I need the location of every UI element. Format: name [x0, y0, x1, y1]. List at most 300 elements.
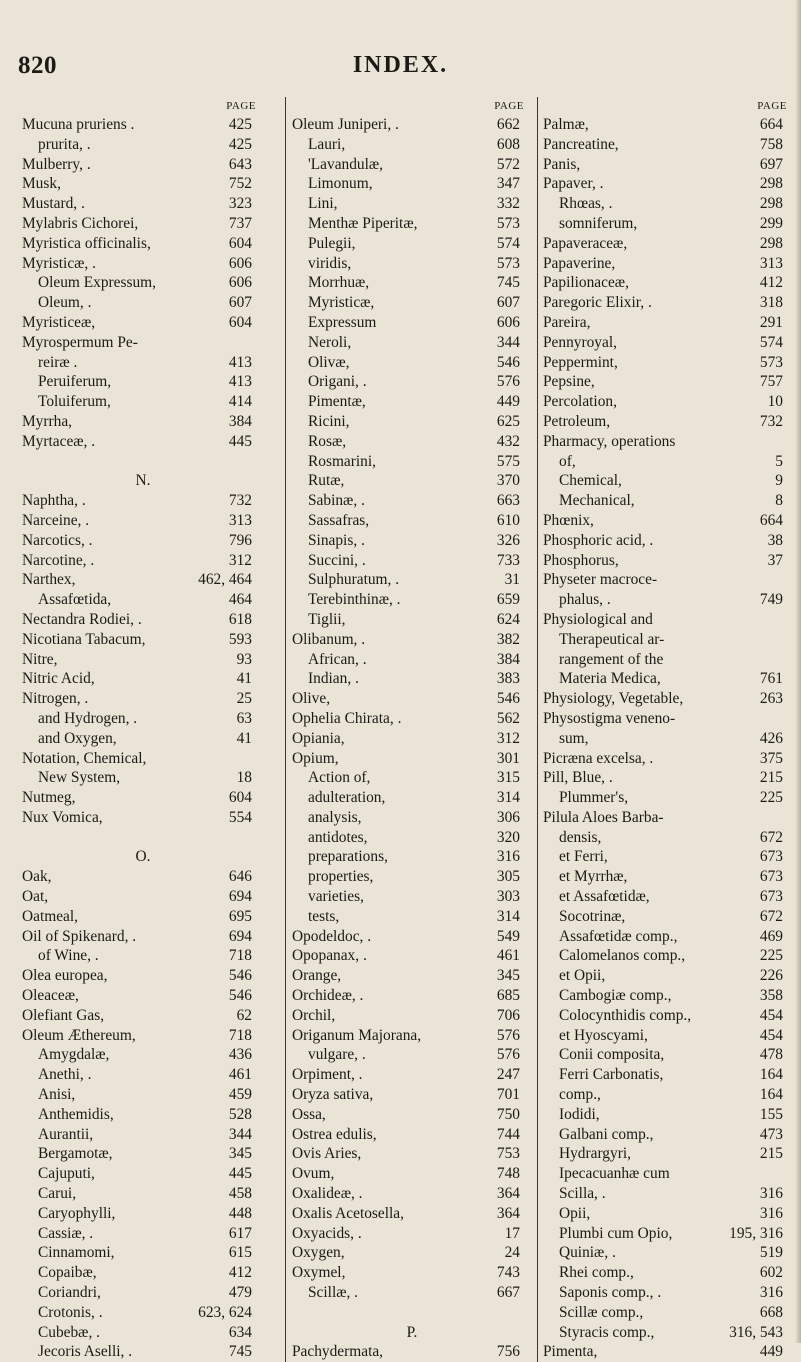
index-entry: [543, 729, 795, 749]
index-entry: [543, 1125, 795, 1145]
index-entry: [292, 808, 532, 828]
entry-page-number: 464: [228, 591, 252, 609]
index-column-1: [22, 97, 264, 1362]
index-entry: [22, 986, 264, 1006]
entry-page-number: 519: [759, 1244, 783, 1262]
entry-page-number: 617: [228, 1224, 252, 1242]
entry-page-number: 643: [228, 155, 252, 173]
entry-term: Nitrogen, .: [22, 690, 89, 708]
entry-page-number: 478: [759, 1046, 783, 1064]
index-entry: [22, 768, 264, 788]
entry-page-number: 664: [759, 116, 783, 133]
entry-page-number: 694: [228, 927, 252, 945]
entry-page-number: 320: [496, 828, 520, 846]
index-entry: [22, 709, 264, 729]
entry-page-number: 576: [496, 1026, 520, 1044]
index-entry: [292, 1204, 532, 1224]
entry-term: Olibanum, .: [292, 630, 366, 648]
index-entry: [22, 590, 264, 610]
index-entry: [292, 313, 532, 333]
entry-page-number: 306: [496, 808, 520, 826]
entry-page-number: 458: [228, 1185, 252, 1203]
entry-term: Narcotics, .: [22, 531, 93, 549]
entry-term: reiræ .: [38, 353, 78, 371]
entry-term: Limonum,: [308, 175, 373, 193]
index-entry: [292, 1263, 532, 1283]
entry-page-number: 732: [759, 412, 783, 430]
index-entry: [292, 1283, 532, 1303]
index-entry: [22, 333, 264, 353]
entry-term: Oleum Æthereum,: [22, 1026, 136, 1044]
entry-page-number: 462, 464: [198, 571, 252, 589]
index-entry: [292, 293, 532, 313]
entry-page-number: 375: [759, 749, 783, 767]
entry-term: Musk,: [22, 175, 61, 193]
index-entry: [292, 590, 532, 610]
index-entry: [292, 135, 532, 155]
entry-term: Aurantii,: [38, 1125, 94, 1143]
entry-term: Cambogiæ comp.,: [559, 987, 672, 1005]
entry-term: Oleum, .: [38, 294, 92, 312]
entry-term: Oxyacids, .: [292, 1224, 362, 1242]
index-entry: [22, 353, 264, 373]
entry-page-number: 445: [228, 432, 252, 450]
index-entry: [22, 551, 264, 571]
entry-page-number: 672: [759, 907, 783, 925]
entry-term: of Wine, .: [38, 947, 99, 965]
index-entry: [292, 1224, 532, 1244]
index-entry: [543, 1026, 795, 1046]
entry-page-number: 610: [496, 511, 520, 529]
entry-term: Oak,: [22, 868, 52, 886]
entry-page-number: 744: [496, 1125, 520, 1143]
index-entry: [22, 234, 264, 254]
entry-term: Myristiceæ,: [22, 313, 96, 331]
entry-page-number: 562: [496, 709, 520, 727]
entry-term: viridis,: [308, 254, 352, 272]
entry-term: Phœnix,: [543, 511, 594, 529]
entry-page-number: 413: [228, 373, 252, 391]
entry-term: Nectandra Rodiei, .: [22, 610, 142, 628]
entry-term: Olivæ,: [308, 353, 350, 371]
entry-term: Rutæ,: [308, 472, 345, 490]
entry-term: Oxygen,: [292, 1244, 345, 1262]
entry-page-number: 412: [759, 274, 783, 292]
index-entry: [22, 155, 264, 175]
entry-page-number: 93: [236, 650, 252, 668]
index-entry: [543, 946, 795, 966]
entry-term: Opii,: [559, 1204, 591, 1222]
entry-term: Olefiant Gas,: [22, 1006, 105, 1024]
index-entry: [292, 887, 532, 907]
index-entry: [22, 1006, 264, 1026]
entry-term: Phosphoric acid, .: [543, 531, 654, 549]
entry-term: Plumbi cum Opio,: [559, 1224, 673, 1242]
entry-term: Indian, .: [308, 670, 359, 688]
entry-page-number: 752: [228, 175, 252, 193]
entry-page-number: 673: [759, 868, 783, 886]
entry-page-number: 546: [496, 690, 520, 708]
entry-page-number: 25: [236, 690, 252, 708]
entry-term: Nutmeg,: [22, 789, 76, 807]
entry-term: Anethi, .: [38, 1066, 92, 1084]
entry-term: vulgare, .: [308, 1046, 366, 1064]
entry-page-number: 604: [228, 313, 252, 331]
entry-page-number: 155: [759, 1105, 783, 1123]
index-entry: [292, 194, 532, 214]
entry-term: Sinapis, .: [308, 531, 365, 549]
entry-page-number: 576: [496, 373, 520, 391]
entry-term: tests,: [308, 907, 340, 925]
index-entry: [543, 491, 795, 511]
entry-term: Ricini,: [308, 412, 350, 430]
index-entry: [22, 273, 264, 293]
entry-term: prurita, .: [38, 135, 91, 153]
entry-term: Olea europea,: [22, 967, 108, 985]
entry-term: Ferri Carbonatis,: [559, 1066, 664, 1084]
entry-page-number: 412: [228, 1264, 252, 1282]
entry-term: Mylabris Cichorei,: [22, 214, 139, 232]
entry-term: Oleum Juniperi, .: [292, 116, 399, 133]
column-page-heading: PAGE: [757, 100, 787, 112]
entry-page-number: 461: [228, 1066, 252, 1084]
entry-term: Quiniæ, .: [559, 1244, 616, 1262]
entry-page-number: 694: [228, 888, 252, 906]
entry-term: Terebinthinæ, .: [308, 591, 401, 609]
entry-page-number: 313: [228, 511, 252, 529]
entry-page-number: 344: [228, 1125, 252, 1143]
index-entry: [22, 1065, 264, 1085]
index-entry: [22, 1164, 264, 1184]
index-entry: [22, 946, 264, 966]
entry-page-number: 593: [228, 630, 252, 648]
entry-page-number: 299: [759, 214, 783, 232]
index-entry: [292, 115, 532, 135]
entry-term: Ostrea edulis,: [292, 1125, 377, 1143]
entry-term: Mucuna pruriens .: [22, 116, 135, 133]
index-entry: [292, 1026, 532, 1046]
index-entry: [292, 372, 532, 392]
page-header: [0, 52, 801, 82]
entry-term: Carui,: [38, 1185, 77, 1203]
entry-term: Jecoris Aselli, .: [38, 1343, 133, 1361]
index-entry: [543, 174, 795, 194]
index-entry: [22, 867, 264, 887]
entry-page-number: 748: [496, 1165, 520, 1183]
entry-page-number: 323: [228, 195, 252, 213]
entry-page-number: 345: [496, 967, 520, 985]
index-entry: [22, 927, 264, 947]
index-entry: [543, 531, 795, 551]
index-entry: [22, 669, 264, 689]
entry-page-number: 743: [496, 1264, 520, 1282]
entry-term: Mechanical,: [559, 492, 635, 510]
entry-term: Opopanax, .: [292, 947, 367, 965]
entry-page-number: 347: [496, 175, 520, 193]
entry-term: Amygdalæ,: [38, 1046, 110, 1064]
index-entry: [22, 1283, 264, 1303]
entry-page-number: 37: [767, 551, 783, 569]
entry-page-number: 572: [496, 155, 520, 173]
index-entry: [292, 847, 532, 867]
index-entry: [543, 194, 795, 214]
entry-page-number: 662: [496, 116, 520, 133]
entry-term: of,: [559, 452, 576, 470]
entry-term: Assafœtidæ comp.,: [559, 927, 678, 945]
entry-term: Origanum Majorana,: [292, 1026, 422, 1044]
index-entry: [543, 214, 795, 234]
entry-term: Chemical,: [559, 472, 622, 490]
entry-page-number: 718: [228, 1026, 252, 1044]
entry-page-number: 604: [228, 789, 252, 807]
entry-page-number: 618: [228, 610, 252, 628]
entry-page-number: 425: [228, 116, 252, 133]
index-entry: [22, 1263, 264, 1283]
index-entry: [292, 709, 532, 729]
entry-page-number: 733: [496, 551, 520, 569]
entry-term: Coriandri,: [38, 1284, 101, 1302]
entry-page-number: 313: [759, 254, 783, 272]
entry-term: phalus, .: [559, 591, 611, 609]
page-title: INDEX.: [352, 52, 449, 78]
entry-term: adulteration,: [308, 789, 386, 807]
entry-term: Sulphuratum, .: [308, 571, 400, 589]
entry-term: Papaverine,: [543, 254, 616, 272]
entry-page-number: 41: [236, 729, 252, 747]
index-entry: [292, 452, 532, 472]
entry-page-number: 646: [228, 868, 252, 886]
index-entry: [22, 650, 264, 670]
entry-page-number: 574: [496, 234, 520, 252]
index-entry: [543, 669, 795, 689]
entry-term: Orchil,: [292, 1006, 336, 1024]
entry-page-number: 701: [496, 1086, 520, 1104]
entry-page-number: 546: [496, 353, 520, 371]
entry-page-number: 316: [759, 1284, 783, 1302]
index-entry: [292, 768, 532, 788]
index-entry: [292, 273, 532, 293]
entry-page-number: 225: [759, 947, 783, 965]
index-entry: [22, 610, 264, 630]
entry-page-number: 615: [228, 1244, 252, 1262]
entry-term: Mustard, .: [22, 195, 85, 213]
entry-page-number: 673: [759, 848, 783, 866]
entry-page-number: 659: [496, 591, 520, 609]
entry-page-number: 8: [775, 492, 783, 510]
entry-term: Peruiferum,: [38, 373, 112, 391]
entry-term: Saponis comp., .: [559, 1284, 662, 1302]
entry-term: Physiology, Vegetable,: [543, 690, 684, 708]
entry-term: Percolation,: [543, 393, 617, 411]
index-entry: [292, 570, 532, 590]
index-entry: [22, 808, 264, 828]
entry-page-number: 426: [759, 729, 783, 747]
index-entry: [543, 115, 795, 135]
entry-term: Pachydermata,: [292, 1343, 384, 1361]
index-entry: [22, 788, 264, 808]
entry-page-number: 573: [496, 214, 520, 232]
index-entry: [292, 471, 532, 491]
index-entry: [292, 946, 532, 966]
entry-term: sum,: [559, 729, 589, 747]
entry-term: Cubebæ, .: [38, 1323, 100, 1341]
entry-term: P.: [406, 1323, 418, 1341]
entry-term: antidotes,: [308, 828, 368, 846]
entry-term: Physeter macroce-: [543, 571, 658, 589]
index-entry: [543, 1323, 795, 1343]
entry-page-number: 314: [496, 789, 520, 807]
entry-page-number: 263: [759, 690, 783, 708]
entry-page-number: 623, 624: [198, 1303, 252, 1321]
entry-term: Pareira,: [543, 313, 591, 331]
index-entry: [543, 313, 795, 333]
entry-page-number: 425: [228, 135, 252, 153]
entry-term: Orchideæ, .: [292, 987, 364, 1005]
index-entry: [22, 1243, 264, 1263]
entry-term: Ophelia Chirata, .: [292, 709, 402, 727]
entry-page-number: 576: [496, 1046, 520, 1064]
index-entry: [22, 432, 264, 452]
index-entry: [22, 452, 264, 472]
entry-page-number: 445: [228, 1165, 252, 1183]
index-entry: [22, 254, 264, 274]
entry-term: Orpiment, .: [292, 1066, 363, 1084]
index-entry: [292, 1045, 532, 1065]
index-entry: [543, 471, 795, 491]
entry-page-number: 449: [759, 1343, 783, 1361]
index-entry: [543, 392, 795, 412]
entry-page-number: 449: [496, 393, 520, 411]
entry-term: Copaibæ,: [38, 1264, 97, 1282]
index-entry: [22, 531, 264, 551]
entry-term: Myristicæ,: [308, 294, 375, 312]
entry-term: Cajuputi,: [38, 1165, 95, 1183]
entry-term: O.: [135, 848, 151, 866]
column-page-heading: PAGE: [494, 100, 524, 112]
entry-page-number: 634: [228, 1323, 252, 1341]
entry-term: Oryza sativa,: [292, 1086, 374, 1104]
index-entry: [22, 511, 264, 531]
entry-page-number: 685: [496, 987, 520, 1005]
index-entry: [543, 1105, 795, 1125]
index-entry: [22, 115, 264, 135]
entry-term: Neroli,: [308, 333, 352, 351]
entry-term: Myrrha,: [22, 412, 73, 430]
entry-page-number: 164: [759, 1086, 783, 1104]
entry-term: Ovum,: [292, 1165, 335, 1183]
index-entry: [22, 570, 264, 590]
entry-page-number: 62: [236, 1006, 252, 1024]
entry-page-number: 364: [496, 1204, 520, 1222]
entry-page-number: 414: [228, 393, 252, 411]
entry-term: and Hydrogen, .: [38, 709, 138, 727]
entry-term: Oatmeal,: [22, 907, 78, 925]
entry-page-number: 756: [496, 1343, 520, 1361]
index-entry: [292, 412, 532, 432]
index-entry: [22, 1105, 264, 1125]
index-entry: [22, 729, 264, 749]
entry-term: Narthex,: [22, 571, 76, 589]
index-entry: [292, 254, 532, 274]
entry-term: Oleum Expressum,: [38, 274, 156, 292]
entry-term: Materia Medica,: [559, 670, 661, 688]
entry-term: Narceine, .: [22, 511, 90, 529]
entry-page-number: 575: [496, 452, 520, 470]
index-entry: [22, 1184, 264, 1204]
entry-term: Action of,: [308, 769, 371, 787]
index-entry: [292, 907, 532, 927]
entry-page-number: 448: [228, 1204, 252, 1222]
entry-term: Myristicæ, .: [22, 254, 96, 272]
entry-term: Pulegii,: [308, 234, 356, 252]
index-entry: [22, 828, 264, 848]
index-entry: [543, 768, 795, 788]
entry-page-number: 344: [496, 333, 520, 351]
column-page-heading: PAGE: [226, 100, 256, 112]
entry-term: Scillæ, .: [308, 1284, 359, 1302]
index-entry: [22, 1144, 264, 1164]
entry-term: Anthemidis,: [38, 1105, 114, 1123]
entry-term: Oxalis Acetosella,: [292, 1204, 404, 1222]
index-entry: [292, 1342, 532, 1362]
index-entry: [22, 749, 264, 769]
index-entry: [22, 372, 264, 392]
entry-term: Oxymel,: [292, 1264, 346, 1282]
entry-term: Rosæ,: [308, 432, 347, 450]
entry-term: Iodidi,: [559, 1105, 600, 1123]
entry-page-number: 318: [759, 294, 783, 312]
entry-term: Sabinæ, .: [308, 492, 365, 510]
entry-term: et Opii,: [559, 967, 606, 985]
entry-term: N.: [135, 472, 151, 490]
entry-term: Pepsine,: [543, 373, 595, 391]
entry-term: 'Lavandulæ,: [308, 155, 384, 173]
index-entry: [22, 1085, 264, 1105]
index-entry: [543, 1164, 795, 1184]
entry-term: Succini, .: [308, 551, 366, 569]
index-entry: [543, 650, 795, 670]
index-entry: [292, 1085, 532, 1105]
entry-term: Sassafras,: [308, 511, 370, 529]
entry-page-number: 718: [228, 947, 252, 965]
entry-page-number: 608: [496, 135, 520, 153]
section-letter: [292, 1323, 532, 1343]
entry-term: Colocynthidis comp.,: [559, 1006, 692, 1024]
entry-term: comp.,: [559, 1086, 601, 1104]
index-entry: [292, 1144, 532, 1164]
index-entry: [543, 452, 795, 472]
entry-term: Tiglii,: [308, 610, 346, 628]
entry-term: Morrhuæ,: [308, 274, 370, 292]
entry-term: Lini,: [308, 195, 338, 213]
entry-page-number: 672: [759, 828, 783, 846]
index-entry: [543, 570, 795, 590]
index-entry: [543, 1045, 795, 1065]
index-entry: [292, 511, 532, 531]
index-entry: [543, 293, 795, 313]
index-entry: [22, 1224, 264, 1244]
index-entry: [543, 254, 795, 274]
entry-page-number: 314: [496, 907, 520, 925]
entry-page-number: 17: [504, 1224, 520, 1242]
entry-page-number: 667: [496, 1284, 520, 1302]
index-entry: [543, 709, 795, 729]
index-entry: [543, 1342, 795, 1362]
entry-term: Conii composita,: [559, 1046, 665, 1064]
entry-page-number: 41: [236, 670, 252, 688]
entry-term: Notation, Chemical,: [22, 749, 147, 767]
index-entry: [543, 1303, 795, 1323]
